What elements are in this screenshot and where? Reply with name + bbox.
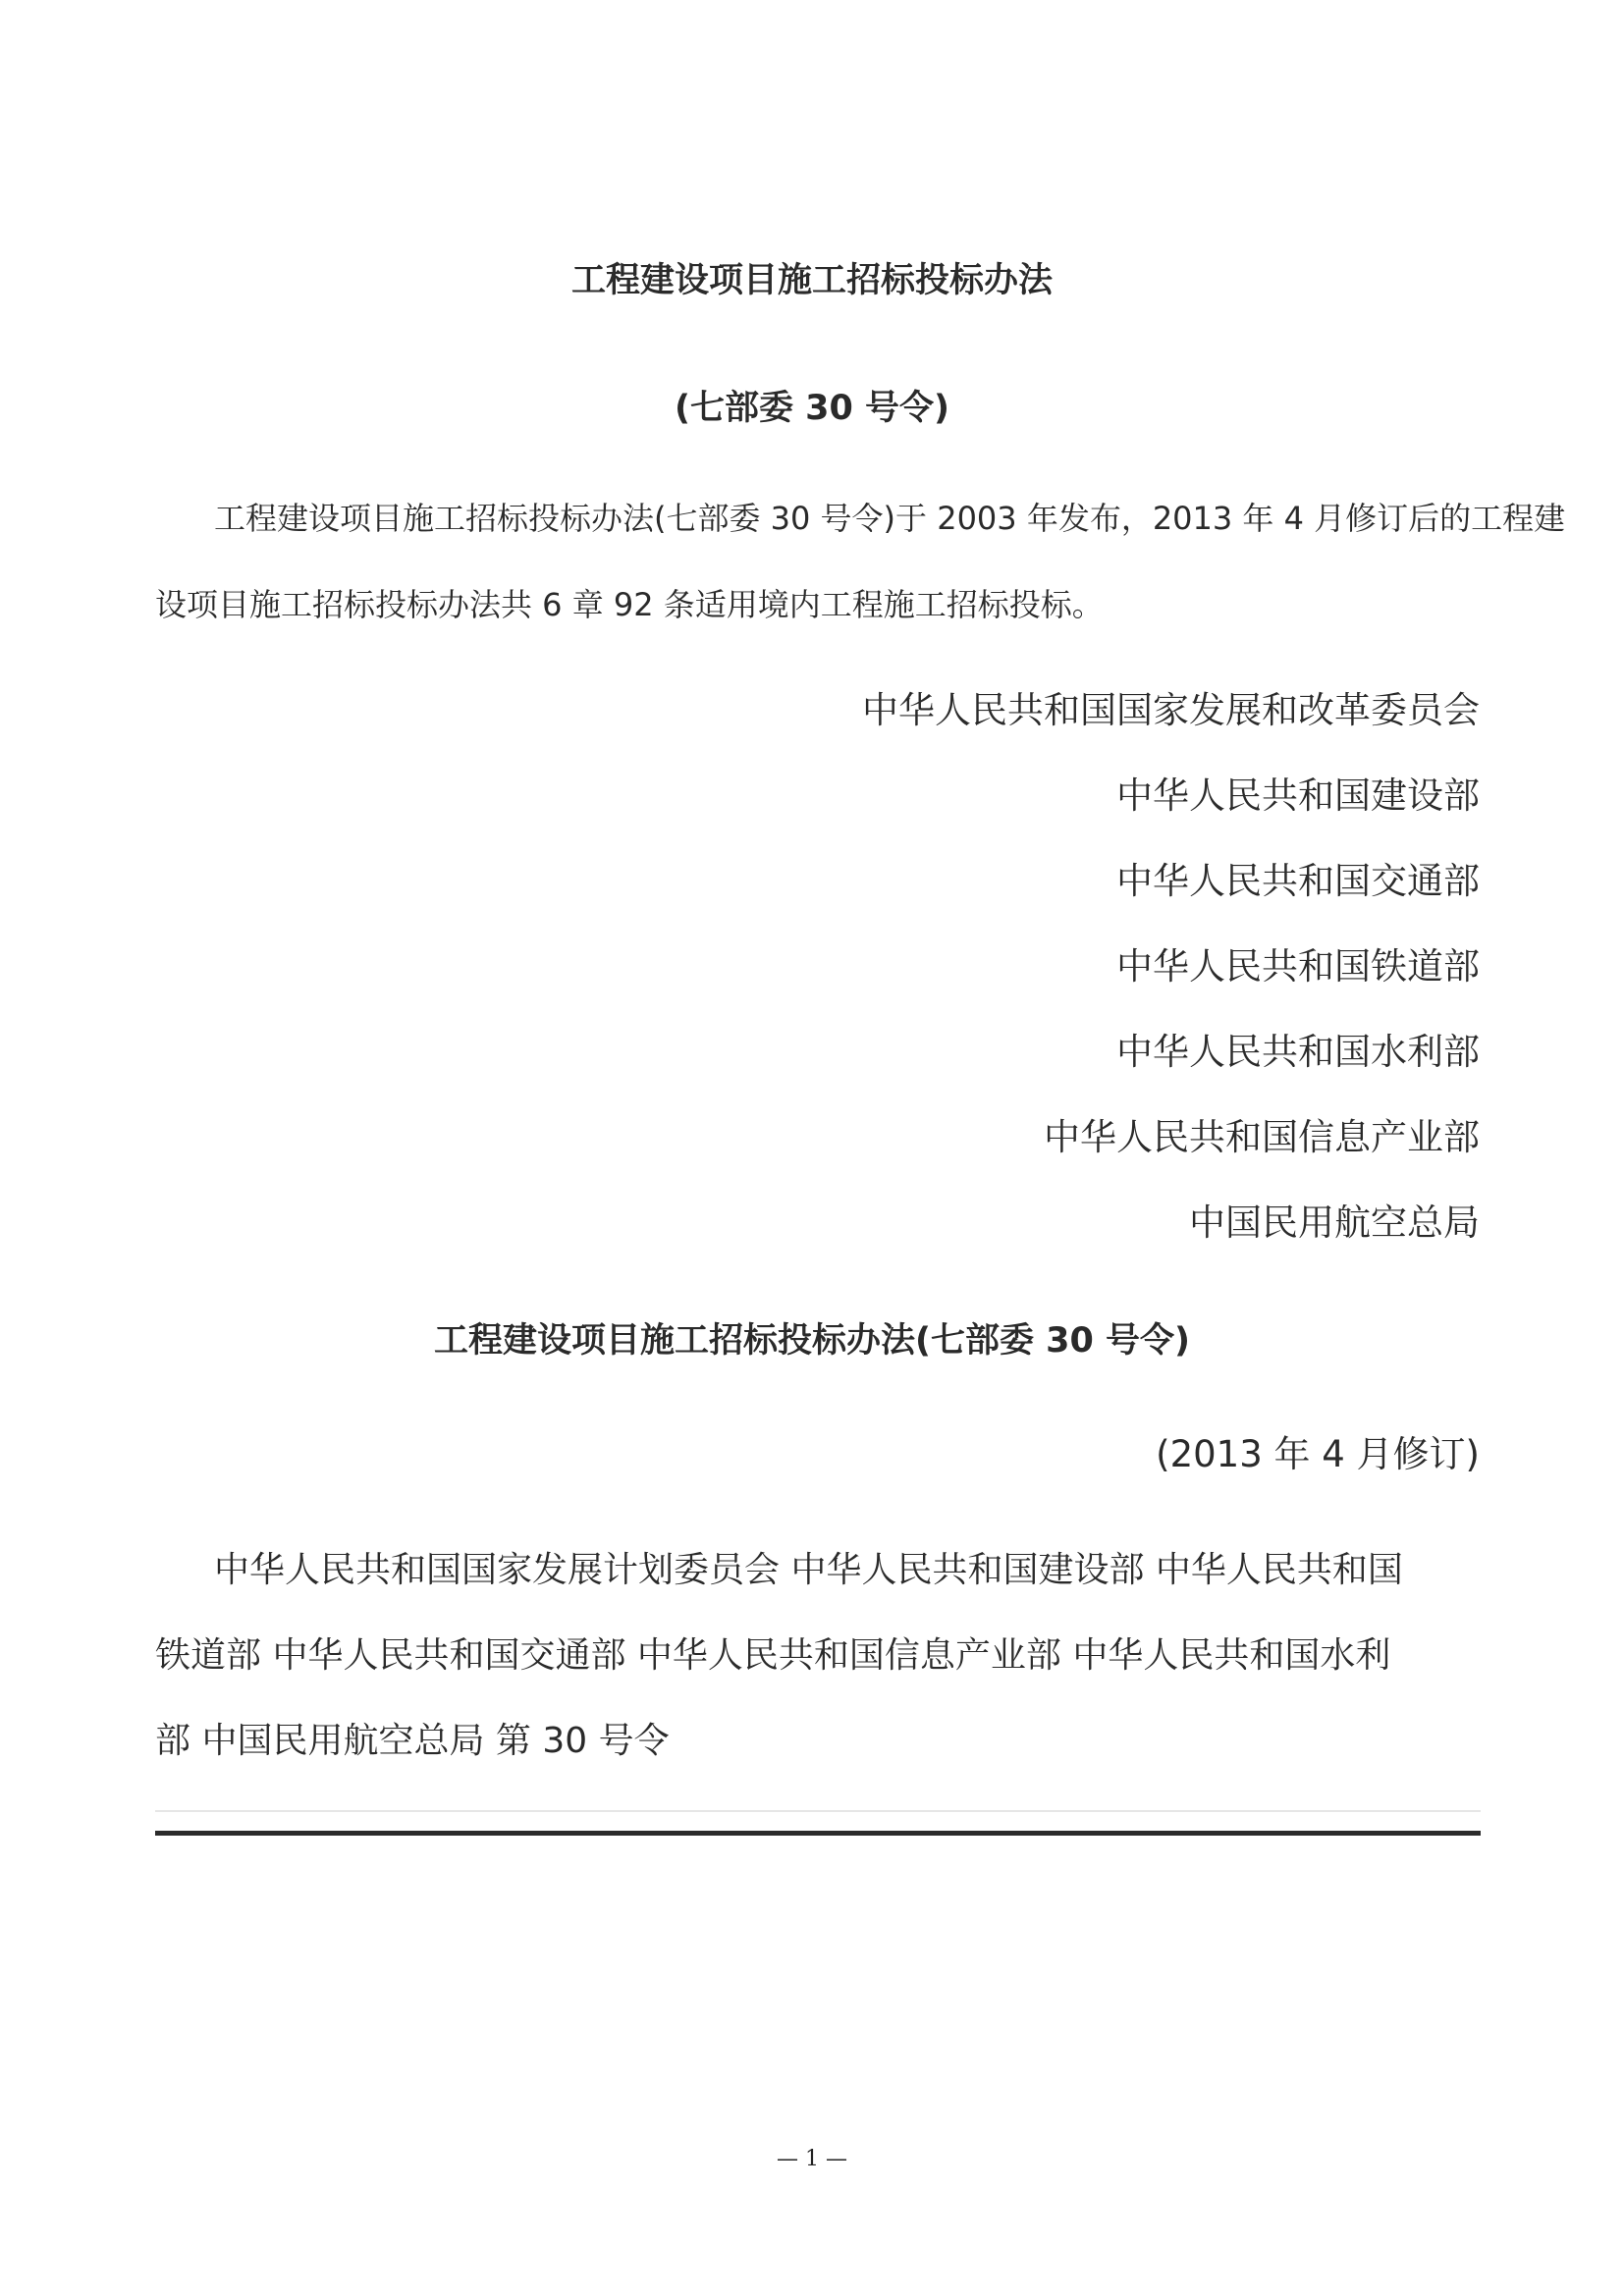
issuer-item: 中华人民共和国水利部	[1116, 1031, 1480, 1073]
document-subtitle: (七部委 30 号令)	[674, 389, 950, 428]
divider-thin	[155, 1810, 1481, 1812]
issuer-item: 中华人民共和国交通部	[1116, 860, 1480, 902]
revision-note: (2013 年 4 月修订)	[1156, 1433, 1480, 1475]
issuer-item: 中华人民共和国国家发展和改革委员会	[862, 689, 1480, 731]
document-title: 工程建设项目施工招标投标办法	[570, 261, 1053, 300]
issuer-item: 中华人民共和国信息产业部	[1044, 1116, 1480, 1158]
page-number: — 1 —	[777, 2147, 847, 2171]
issuer-item: 中华人民共和国建设部	[1116, 774, 1480, 817]
order-line: 铁道部 中华人民共和国交通部 中华人民共和国信息产业部 中华人民共和国水利	[155, 1635, 1391, 1676]
order-line: 部 中国民用航空总局 第 30 号令	[155, 1721, 670, 1761]
issuer-item: 中国民用航空总局	[1189, 1201, 1480, 1244]
issuer-item: 中华人民共和国铁道部	[1116, 945, 1480, 988]
intro-line: 工程建设项目施工招标投标办法(七部委 30 号令)于 2003 年发布，2013 年 4 月修订后的工程建	[214, 500, 1566, 537]
divider-thick	[155, 1831, 1481, 1836]
section-title: 工程建设项目施工招标投标办法(七部委 30 号令)	[433, 1321, 1191, 1361]
intro-line: 设项目施工招标投标办法共 6 章 92 条适用境内工程施工招标投标。	[155, 586, 1104, 623]
order-line: 中华人民共和国国家发展计划委员会 中华人民共和国建设部 中华人民共和国	[214, 1550, 1403, 1590]
